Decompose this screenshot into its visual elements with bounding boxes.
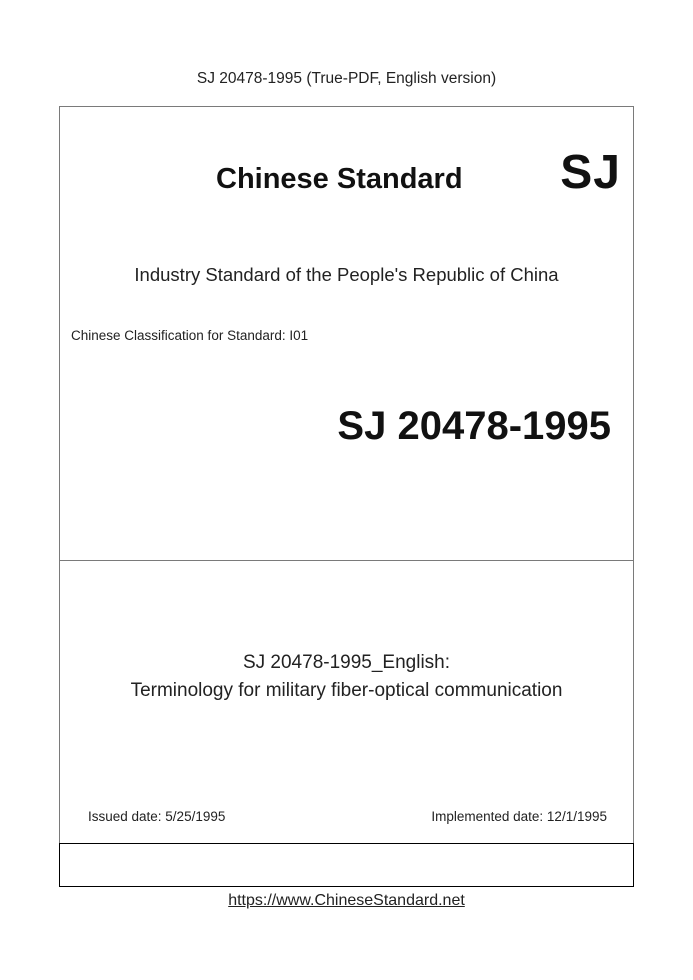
english-title-line-2: Terminology for military fiber-optical communication [130,680,563,701]
english-title [60,649,633,705]
standard-code: SJ [560,146,621,199]
issued-date: Issued date: 5/25/1995 [88,809,226,824]
classification-line: Chinese Classification for Standard: I01 [71,328,309,343]
cover-section [59,106,634,561]
page-header: SJ 20478-1995 (True-PDF, English version) [196,70,497,87]
standard-title: Chinese Standard [216,163,463,195]
standard-number: SJ 20478-1995 [337,404,611,448]
industry-standard-line: Industry Standard of the People's Republic of China [134,264,559,285]
implemented-date: Implemented date: 12/1/1995 [431,809,607,824]
english-title-line-1: SJ 20478-1995_English: [242,652,451,673]
website-link-container [0,892,693,910]
document-info-section [59,560,634,844]
footer-box [59,843,634,887]
website-link[interactable]: https://www.ChineseStandard.net [228,892,465,909]
